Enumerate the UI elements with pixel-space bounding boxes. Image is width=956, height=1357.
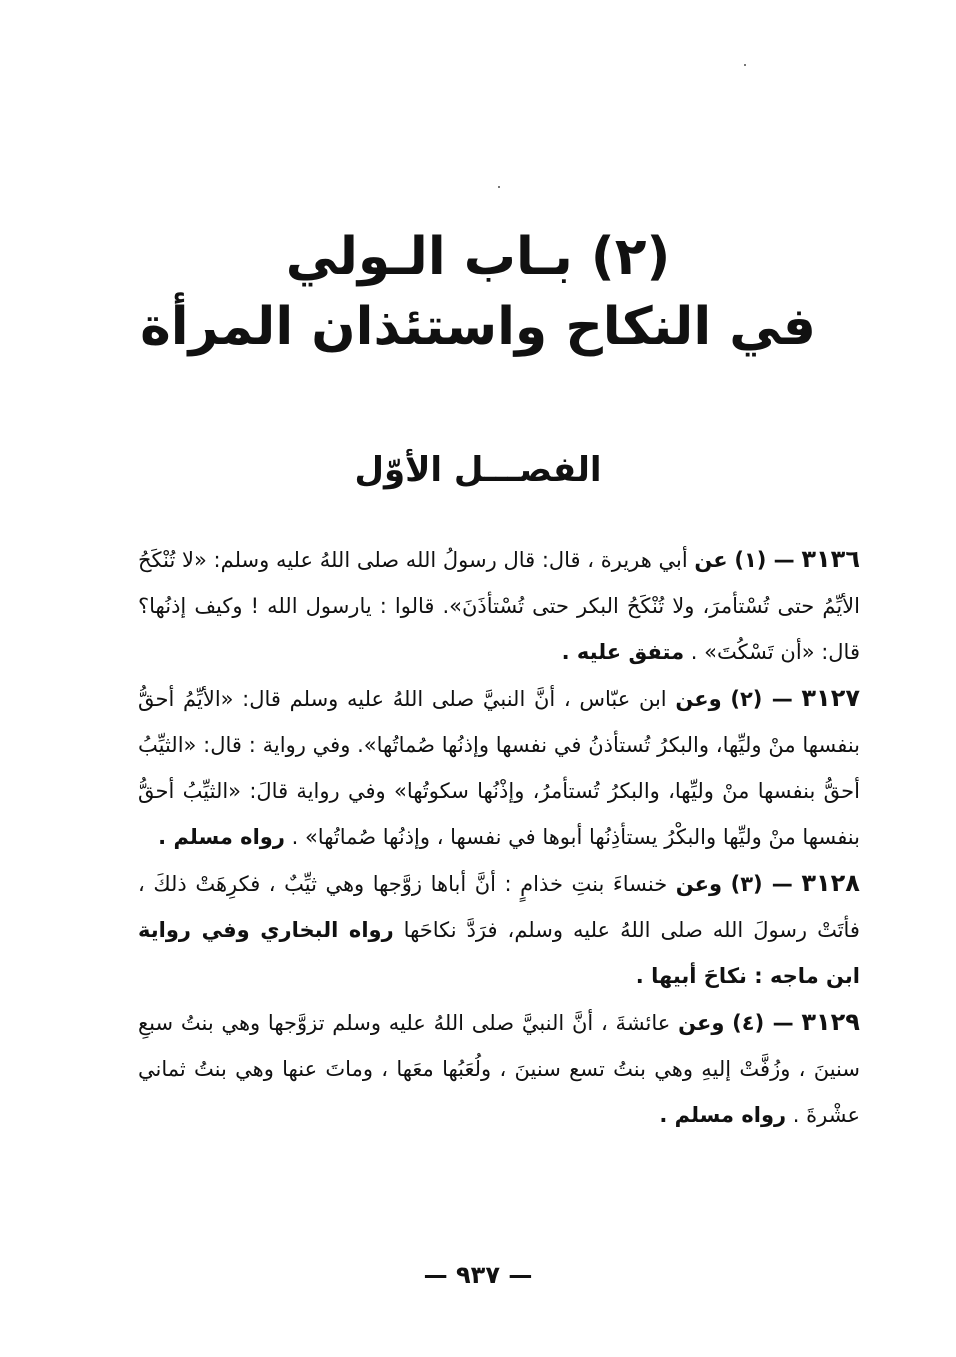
hadith-text: خنساءَ بنتِ خذامٍ : أنَّ أباها زوَّجها وهي ثيِّبٌ ، فكرِهَتْ ذلكَ ، فأتَتْ رسولَ الله صلى اللهُ عليه وسلم، فرَدَّ نكاحَها	[138, 872, 860, 942]
hadith-number: ٣١٣٦	[801, 545, 860, 573]
hadith-source: رواه البخاري وفي رواية ابن ماجه : نكاحَ أبيها .	[138, 918, 860, 988]
hadith-intro: وعن	[678, 1011, 725, 1035]
hadith-3136	[138, 536, 860, 675]
hadith-source: رواه مسلم .	[158, 825, 285, 849]
hadith-sequence: — (٤)	[732, 1011, 794, 1035]
hadith-number: ٣١٢٧	[801, 684, 860, 712]
chapter-title-line-2: في النكاح واستئذان المرأة	[140, 297, 816, 357]
hadith-intro: وعن	[675, 872, 723, 896]
page-number: — ٩٣٧ —	[423, 1261, 533, 1289]
hadith-sequence: — (٢)	[730, 687, 793, 711]
hadith-list	[138, 536, 860, 1138]
hadith-intro: وعن	[675, 687, 722, 711]
hadith-3128	[138, 860, 860, 999]
hadith-text: ابن عبّاس ، أنَّ النبيَّ صلى اللهُ عليه وسلم قال: «الأيِّمُ أحقُّ بنفسها منْ وليِّها، والبكرُ تُستأذنُ في نفسها وإذنُها صُماتُها». وفي رواية : قال: «الثيِّبُ أحقُّ بنفسها منْ وليِّها، والبكرُ تُستأمرُ، وإذْنُها سكوتُها» وفي رواية قالَ: «الثيِّبُ أحقُّ بنفسها منْ وليِّها والبكْرُ يستأذِنُها أبوها في نفسها ، وإذنُها صُماتُها» .	[138, 687, 860, 849]
scan-speck	[744, 64, 746, 66]
section-heading: الفصـــل الأوّل	[354, 450, 602, 490]
hadith-number: ٣١٢٩	[801, 1008, 860, 1036]
hadith-text: أبي هريرة ، قال: قال رسولُ الله صلى اللهُ عليه وسلم: «لا تُنْكَحُ الأيِّمُ حتى تُسْتأمرَ، ولا تُنْكَحُ البكر حتى تُسْتأذَنَ». قالوا : يارسول الله ! وكيف إذنُها؟ قال: «أن تَسْكُتَ» .	[138, 548, 860, 664]
hadith-3129	[138, 999, 860, 1138]
hadith-sequence: — (٣)	[730, 872, 793, 896]
hadith-intro: عن	[694, 548, 728, 572]
hadith-number: ٣١٢٨	[801, 869, 860, 897]
hadith-source: متفق عليه .	[561, 640, 685, 664]
hadith-3127	[138, 675, 860, 860]
hadith-text: عائشةَ ، أنَّ النبيَّ صلى اللهُ عليه وسلم تزوَّجها وهي بنتُ سبعِ سنينَ ، وزُفَّتْ إليهِ وهي بنتُ تسع سنينَ ، ولُعَبُها معَها ، وماتَ عنها وهي بنتُ ثماني عشْرةَ .	[138, 1011, 860, 1127]
scan-speck	[498, 186, 500, 188]
hadith-source: رواه مسلم .	[659, 1103, 787, 1127]
chapter-title	[0, 222, 956, 362]
chapter-title-line-1: (٢) بـاب الـولي	[285, 227, 671, 287]
hadith-sequence: — (١)	[734, 548, 795, 572]
